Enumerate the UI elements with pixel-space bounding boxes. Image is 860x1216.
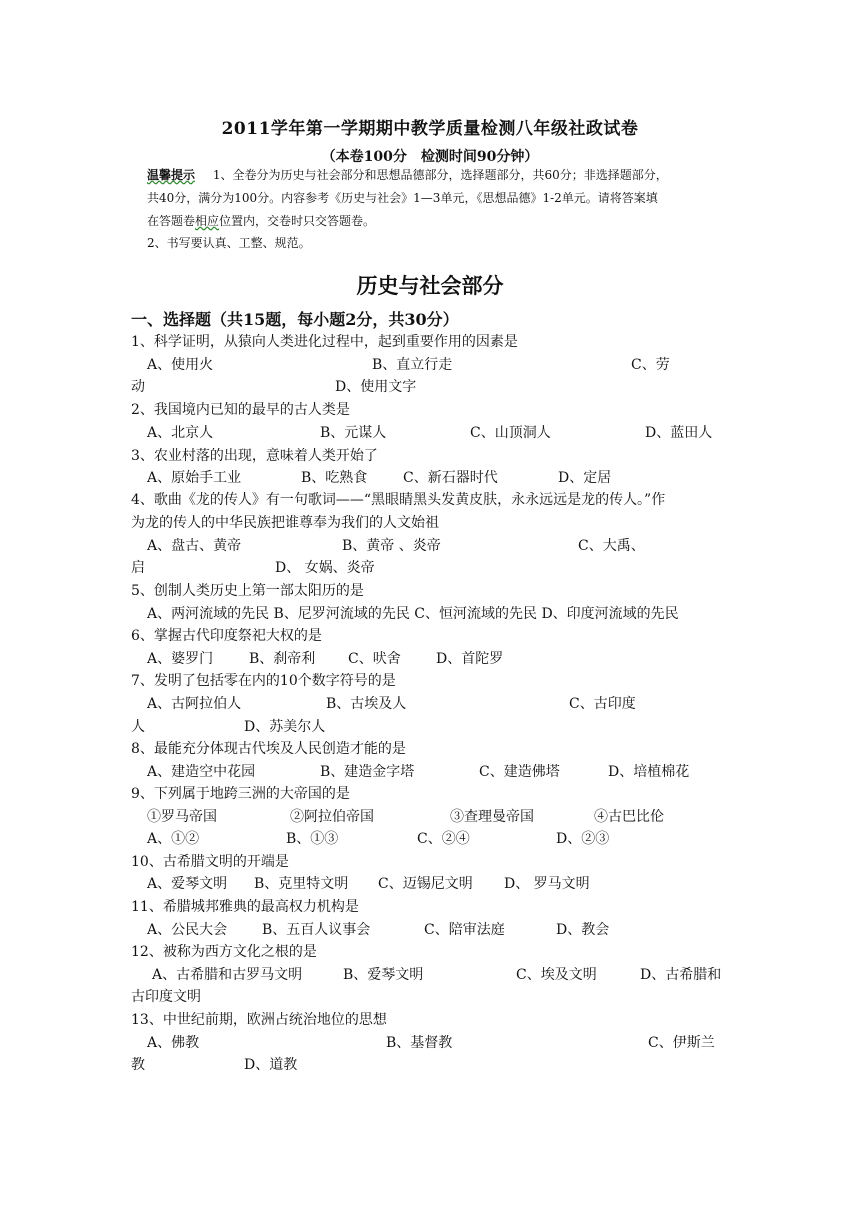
statement-item: ①罗马帝国 [147, 809, 217, 825]
option: C、伊斯兰 [648, 1035, 715, 1051]
notice-text-3a: 在答题卷 [147, 214, 196, 228]
question-stem: 9、下列属于地跨三洲的大帝国的是 [131, 786, 350, 802]
option: 古印度文明 [131, 989, 201, 1005]
question-stem: 12、被称为西方文化之根的是 [131, 944, 317, 960]
option: D、 女娲、炎帝 [275, 560, 375, 576]
option: B、建造金字塔 [320, 764, 415, 780]
option: 动 [131, 379, 145, 395]
option: 启 [131, 560, 145, 576]
option: B、五百人议事会 [262, 922, 371, 938]
notice-text-3c: 位置内，交卷时只交答题卷。 [219, 214, 376, 228]
option: B、爱琴文明 [343, 967, 424, 983]
section-title: 历史与社会部分 [356, 273, 504, 298]
option: C、②④ [417, 831, 470, 847]
option: A、佛教 [147, 1035, 200, 1051]
question-stem: 13、中世纪前期，欧洲占统治地位的思想 [131, 1012, 387, 1028]
notice-label: 温馨提示 [147, 168, 196, 182]
option: B、黄帝 、炎帝 [342, 538, 441, 554]
notice-line-2: 共40分，满分为100分。内容参考《历史与社会》1—3单元，《思想品德》1-2单元。请将答案填 [147, 191, 658, 205]
option: A、建造空中花园 [147, 764, 256, 780]
question-stem: 7、发明了包括零在内的10个数字符号的是 [131, 673, 396, 689]
option: 教 [131, 1057, 145, 1073]
option: A、原始手工业 [147, 470, 242, 486]
statement-item: ③查理曼帝国 [450, 809, 534, 825]
part-title: 一、选择题（共15题，每小题2分，共30分） [131, 310, 459, 329]
option: A、婆罗门 [147, 651, 214, 667]
option: B、直立行走 [372, 357, 453, 373]
question-stem-continued: 为龙的传人的中华民族把谁尊奉为我们的人文始祖 [131, 515, 439, 531]
option: C、迈锡尼文明 [378, 876, 473, 892]
option: A、公民大会 [147, 922, 228, 938]
question-stem: 4、歌曲《龙的传人》有一句歌词——“黑眼睛黑头发黄皮肤，永永远远是龙的传人。”作 [131, 492, 666, 508]
notice-line-1 [147, 164, 717, 187]
option: D、苏美尔人 [244, 719, 326, 735]
option: C、劳 [631, 357, 670, 373]
option: B、吃熟食 [301, 470, 368, 486]
question-stem: 2、我国境内已知的最早的古人类是 [131, 402, 350, 418]
option: B、元谋人 [320, 425, 387, 441]
option: D、首陀罗 [436, 651, 504, 667]
option: A、①② [147, 831, 200, 847]
option: D、蓝田人 [645, 425, 713, 441]
option: C、山顶洞人 [470, 425, 551, 441]
question-stem: 6、掌握古代印度祭祀大权的是 [131, 628, 322, 644]
option: A、使用火 [147, 357, 214, 373]
option: C、大禹、 [578, 538, 645, 554]
option: B、基督教 [386, 1035, 453, 1051]
option: D、 罗马文明 [504, 876, 590, 892]
option: D、道教 [244, 1057, 298, 1073]
option: D、定居 [558, 470, 612, 486]
option: B、①③ [286, 831, 339, 847]
notice-line-4: 2、书写要认真、工整、规范。 [147, 236, 311, 250]
option: A、古阿拉伯人 [147, 696, 242, 712]
option: B、古埃及人 [326, 696, 407, 712]
option: D、使用文字 [335, 379, 417, 395]
notice-line-3 [147, 210, 717, 233]
option: 人 [131, 719, 145, 735]
notice-text-1: 1、全卷分为历史与社会部分和思想品德部分，选择题部分，共60分；非选择题部分， [212, 168, 668, 182]
question-stem: 1、科学证明，从猿向人类进化过程中，起到重要作用的因素是 [131, 334, 518, 350]
option: C、埃及文明 [516, 967, 597, 983]
question-stem: 10、古希腊文明的开端是 [131, 854, 289, 870]
exam-title: 2011学年第一学期期中教学质量检测八年级社政试卷 [221, 119, 639, 139]
option: A、北京人 [147, 425, 214, 441]
option: C、吠舍 [348, 651, 401, 667]
option: C、建造佛塔 [479, 764, 560, 780]
statement-item: ②阿拉伯帝国 [290, 809, 374, 825]
option: C、新石器时代 [403, 470, 498, 486]
option: D、古希腊和 [640, 967, 722, 983]
question-stem: 8、最能充分体现古代埃及人民创造才能的是 [131, 741, 406, 757]
notice-text-3b: 相应 [195, 214, 220, 228]
option: A、两河流域的先民 B、尼罗河流域的先民 C、恒河流域的先民 D、印度河流域的先民 [147, 606, 679, 622]
exam-subtitle: （本卷100分 检测时间90分钟） [321, 149, 539, 165]
option: D、教会 [556, 922, 610, 938]
question-stem: 5、创制人类历史上第一部太阳历的是 [131, 583, 364, 599]
option: B、刹帝利 [249, 651, 316, 667]
option: C、陪审法庭 [424, 922, 505, 938]
option: A、古希腊和古罗马文明 [152, 967, 303, 983]
option: A、盘古、黄帝 [147, 538, 242, 554]
option: A、爱琴文明 [147, 876, 228, 892]
statement-item: ④古巴比伦 [594, 809, 664, 825]
option: D、②③ [556, 831, 610, 847]
option: D、培植棉花 [608, 764, 690, 780]
option: B、克里特文明 [254, 876, 349, 892]
question-stem: 11、希腊城邦雅典的最高权力机构是 [131, 899, 359, 915]
option: C、古印度 [569, 696, 636, 712]
question-stem: 3、农业村落的出现，意味着人类开始了 [131, 448, 378, 464]
